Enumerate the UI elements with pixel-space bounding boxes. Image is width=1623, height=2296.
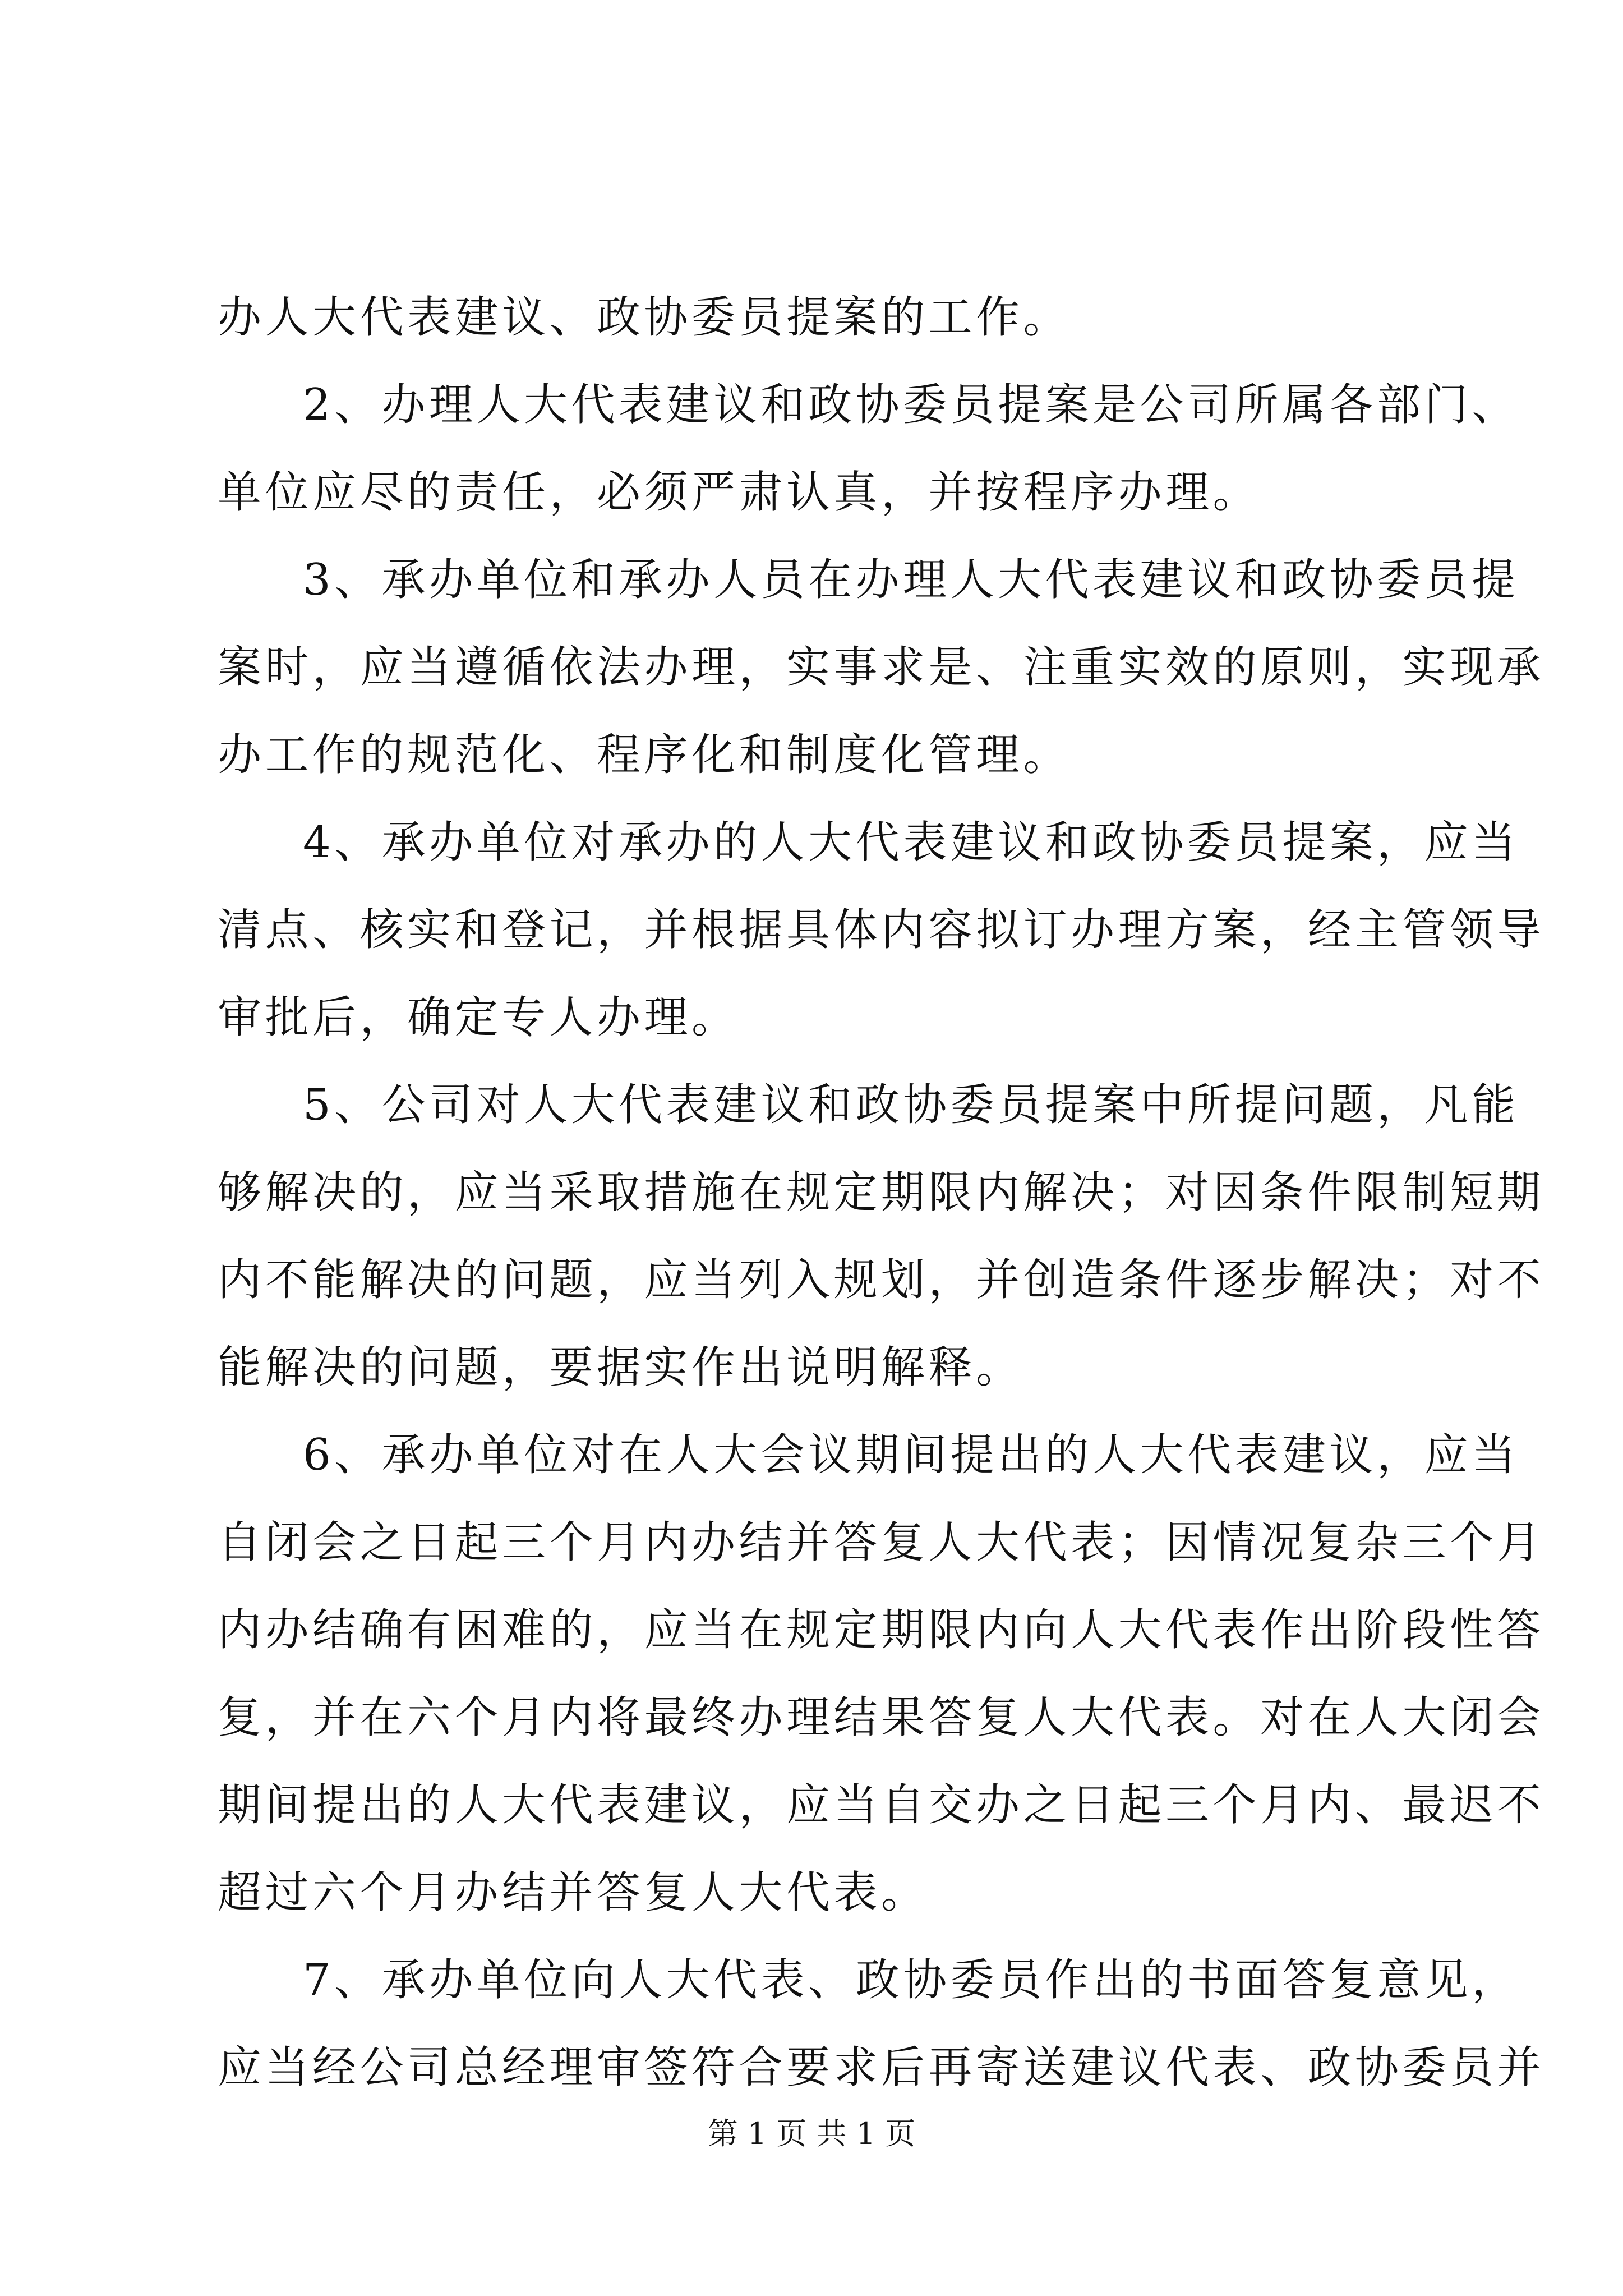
paragraph-line: 单位应尽的责任，必须严肃认真，并按程序办理。: [218, 467, 1261, 518]
paragraph-first-line: 6、承办单位对在人大会议期间提出的人大代表建议，应当: [303, 1430, 1519, 1480]
paragraph-line: 够解决的，应当采取措施在规定期限内解决；对因条件限制短期: [218, 1167, 1545, 1218]
paragraph-first-line: 4、承办单位对承办的人大代表建议和政协委员提案，应当: [303, 817, 1519, 868]
document-body: [218, 274, 1545, 2111]
paragraph-line: 复，并在六个月内将最终办理结果答复人大代表。对在人大闭会: [218, 1692, 1545, 1743]
page-footer: 第 1 页 共 1 页: [707, 2116, 916, 2151]
paragraph-line: 办工作的规范化、程序化和制度化管理。: [218, 730, 1071, 780]
paragraph-line: 内不能解决的问题，应当列入规划，并创造条件逐步解决；对不: [218, 1255, 1545, 1305]
paragraph-first-line: 7、承办单位向人大代表、政协委员作出的书面答复意见，: [303, 1955, 1519, 2005]
paragraph-line: 内办结确有困难的，应当在规定期限内向人大代表作出阶段性答: [218, 1605, 1545, 1655]
paragraph-line: 超过六个月办结并答复人大代表。: [218, 1867, 929, 1918]
paragraph-line: 应当经公司总经理审签符合要求后再寄送建议代表、政协委员并: [218, 2042, 1545, 2093]
paragraph-line: 能解决的问题，要据实作出说明解释。: [218, 1342, 1023, 1393]
paragraph-line: 期间提出的人大代表建议，应当自交办之日起三个月内、最迟不: [218, 1780, 1545, 1830]
paragraph-first-line: 3、承办单位和承办人员在办理人大代表建议和政协委员提: [303, 555, 1519, 605]
paragraph-line: 自闭会之日起三个月内办结并答复人大代表；因情况复杂三个月: [218, 1517, 1545, 1568]
paragraph-first-line: 2、办理人大代表建议和政协委员提案是公司所属各部门、: [303, 380, 1519, 430]
paragraph-line: 案时，应当遵循依法办理，实事求是、注重实效的原则，实现承: [218, 642, 1545, 693]
paragraph-first-line: 5、公司对人大代表建议和政协委员提案中所提问题，凡能: [303, 1080, 1519, 1130]
paragraph-line: 清点、核实和登记，并根据具体内容拟订办理方案，经主管领导: [218, 905, 1545, 955]
paragraph-line: 办人大代表建议、政协委员提案的工作。: [218, 292, 1071, 343]
paragraph-line: 审批后，确定专人办理。: [218, 992, 739, 1043]
